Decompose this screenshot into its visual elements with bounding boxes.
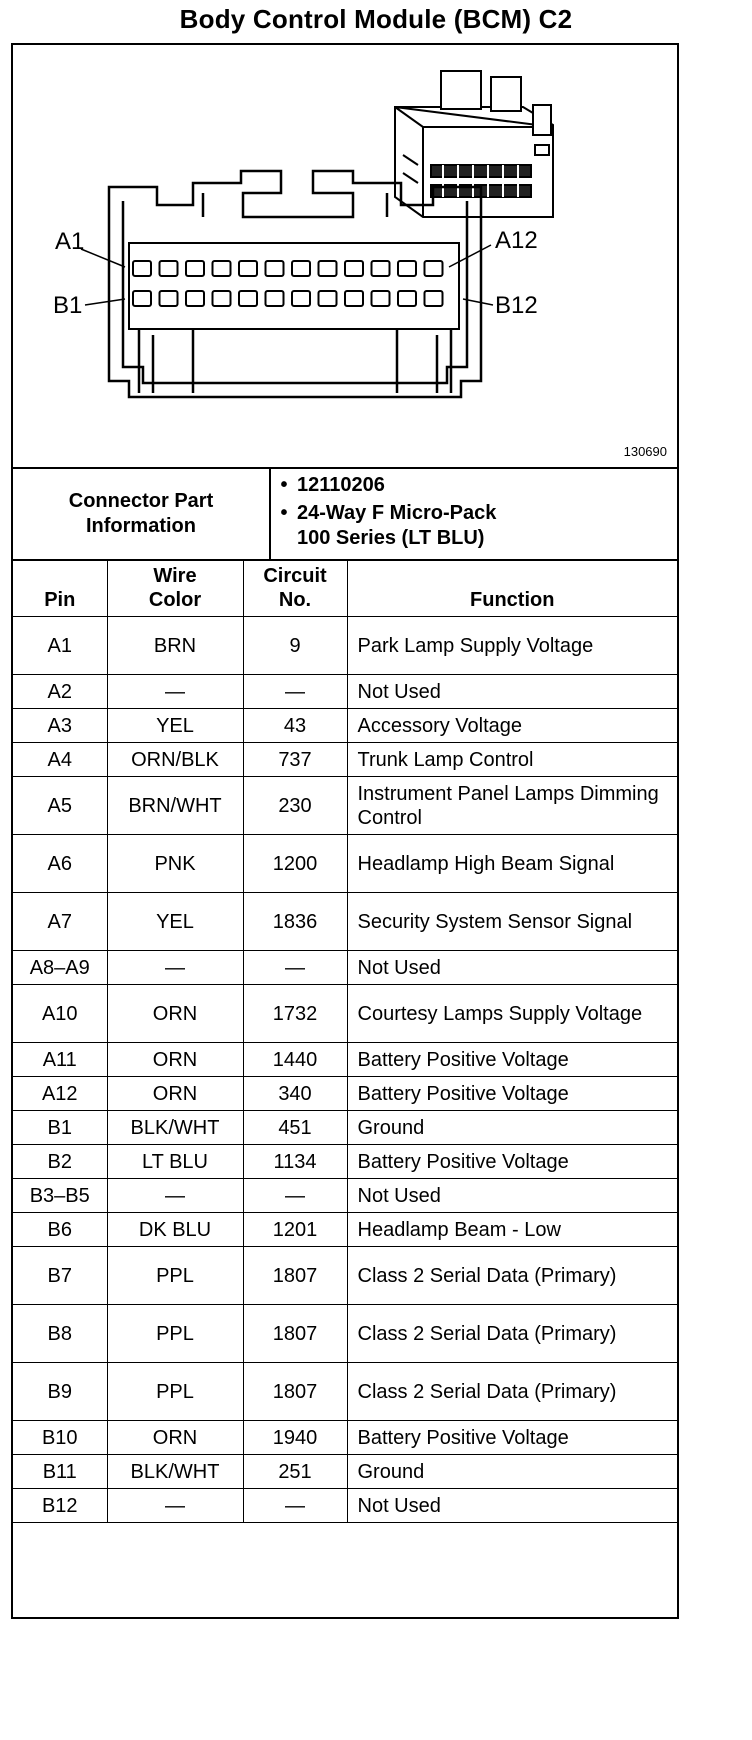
table-row — [13, 951, 677, 985]
table-row — [13, 1043, 677, 1077]
table-row — [13, 1363, 677, 1421]
cell-function: Ground — [347, 1111, 677, 1145]
cell-pin: A12 — [13, 1077, 107, 1111]
cell-wire-color: BRN — [107, 617, 243, 675]
pin-cavity — [398, 261, 416, 276]
cell-pin: A6 — [13, 835, 107, 893]
cell-function: Class 2 Serial Data (Primary) — [347, 1305, 677, 1363]
header-function: Function — [347, 560, 677, 617]
pin-cavity — [292, 291, 310, 306]
cell-circuit: 251 — [243, 1455, 347, 1489]
table-row — [13, 617, 677, 675]
figure-number: 130690 — [623, 444, 667, 459]
cell-circuit: 1807 — [243, 1305, 347, 1363]
cell-pin: A10 — [13, 985, 107, 1043]
pinout-rows — [13, 617, 677, 1523]
cell-wire-color: — — [107, 951, 243, 985]
table-row — [13, 893, 677, 951]
cell-wire-color: PNK — [107, 835, 243, 893]
connector-part-info — [13, 469, 677, 561]
pin-cavity — [319, 291, 337, 306]
cell-pin: A8–A9 — [13, 951, 107, 985]
table-row — [13, 1213, 677, 1247]
cell-function: Courtesy Lamps Supply Voltage — [347, 985, 677, 1043]
cell-function: Headlamp Beam - Low — [347, 1213, 677, 1247]
cell-pin: A3 — [13, 709, 107, 743]
cell-wire-color: — — [107, 1489, 243, 1523]
part-info-item — [271, 473, 671, 498]
cell-wire-color: ORN — [107, 1043, 243, 1077]
connector-sheet — [11, 43, 679, 1619]
cell-wire-color: PPL — [107, 1247, 243, 1305]
table-row — [13, 1111, 677, 1145]
cell-function: Ground — [347, 1455, 677, 1489]
cell-wire-color: PPL — [107, 1305, 243, 1363]
pin-cavity — [213, 291, 231, 306]
header-wire-color: Wire Color — [107, 560, 243, 617]
cell-circuit: 1807 — [243, 1247, 347, 1305]
cell-wire-color: YEL — [107, 709, 243, 743]
cell-wire-color: ORN/BLK — [107, 743, 243, 777]
cell-circuit: — — [243, 951, 347, 985]
cell-wire-color: DK BLU — [107, 1213, 243, 1247]
connector-3d-view — [395, 71, 553, 217]
pin-cavity — [345, 291, 363, 306]
cell-circuit: 9 — [243, 617, 347, 675]
cell-circuit: 1134 — [243, 1145, 347, 1179]
cell-pin: B3–B5 — [13, 1179, 107, 1213]
cell-circuit: 1807 — [243, 1363, 347, 1421]
connector-description: 24-Way F Micro-Pack 100 Series (LT BLU) — [297, 502, 497, 549]
cell-pin: A4 — [13, 743, 107, 777]
cell-wire-color: BLK/WHT — [107, 1111, 243, 1145]
connector-face-view — [109, 171, 481, 397]
table-row — [13, 985, 677, 1043]
header-pin: Pin — [13, 560, 107, 617]
cell-circuit: 451 — [243, 1111, 347, 1145]
cell-function: Not Used — [347, 1179, 677, 1213]
cell-function: Not Used — [347, 675, 677, 709]
cell-pin: B7 — [13, 1247, 107, 1305]
part-info-label: Connector Part Information — [13, 469, 271, 559]
cell-wire-color: ORN — [107, 1077, 243, 1111]
cell-circuit: 1732 — [243, 985, 347, 1043]
cell-function: Class 2 Serial Data (Primary) — [347, 1247, 677, 1305]
pinout-table — [13, 559, 677, 1523]
cell-pin: A1 — [13, 617, 107, 675]
part-info-values — [271, 473, 671, 554]
table-row — [13, 743, 677, 777]
cell-wire-color: BLK/WHT — [107, 1455, 243, 1489]
cell-pin: B8 — [13, 1305, 107, 1363]
pin-cavity — [425, 291, 443, 306]
table-row — [13, 1305, 677, 1363]
cell-circuit: — — [243, 675, 347, 709]
cell-wire-color: BRN/WHT — [107, 777, 243, 835]
cell-circuit: 1440 — [243, 1043, 347, 1077]
cell-circuit: 737 — [243, 743, 347, 777]
cell-circuit: 1836 — [243, 893, 347, 951]
cell-circuit: 340 — [243, 1077, 347, 1111]
table-row — [13, 675, 677, 709]
pin-cavity — [345, 261, 363, 276]
cell-pin: A2 — [13, 675, 107, 709]
cell-function: Not Used — [347, 951, 677, 985]
pin-cavity — [319, 261, 337, 276]
cell-function: Accessory Voltage — [347, 709, 677, 743]
pin-cavity — [266, 261, 284, 276]
pin-cavity — [266, 291, 284, 306]
pin-cavity — [372, 291, 390, 306]
connector-diagram — [13, 45, 677, 469]
cell-wire-color: — — [107, 1179, 243, 1213]
pin-cavity — [425, 261, 443, 276]
cell-pin: B9 — [13, 1363, 107, 1421]
table-row — [13, 835, 677, 893]
pin-cavity — [239, 261, 257, 276]
part-info-item — [271, 501, 671, 551]
cell-function: Battery Positive Voltage — [347, 1145, 677, 1179]
cell-pin: B12 — [13, 1489, 107, 1523]
cell-function: Not Used — [347, 1489, 677, 1523]
table-row — [13, 1077, 677, 1111]
cell-wire-color: — — [107, 675, 243, 709]
bullet-icon: • — [280, 474, 288, 496]
cell-function: Security System Sensor Signal — [347, 893, 677, 951]
cell-wire-color: ORN — [107, 1421, 243, 1455]
pin-cavity — [133, 261, 151, 276]
cell-pin: B6 — [13, 1213, 107, 1247]
table-row — [13, 1455, 677, 1489]
bullet-icon: • — [280, 502, 288, 524]
cell-function: Battery Positive Voltage — [347, 1421, 677, 1455]
table-row — [13, 777, 677, 835]
connector-drawing — [13, 45, 677, 467]
pin-cavities — [133, 261, 443, 306]
label-b12: B12 — [495, 292, 538, 319]
cell-circuit: 43 — [243, 709, 347, 743]
pin-cavity — [160, 291, 178, 306]
label-a12: A12 — [495, 227, 538, 254]
pin-cavity — [372, 261, 390, 276]
cell-pin: B10 — [13, 1421, 107, 1455]
cell-circuit: — — [243, 1179, 347, 1213]
cell-pin: A7 — [13, 893, 107, 951]
cell-pin: A5 — [13, 777, 107, 835]
pin-cavity — [292, 261, 310, 276]
cell-pin: A11 — [13, 1043, 107, 1077]
cell-function: Park Lamp Supply Voltage — [347, 617, 677, 675]
cell-function: Battery Positive Voltage — [347, 1077, 677, 1111]
cell-function: Battery Positive Voltage — [347, 1043, 677, 1077]
table-row — [13, 1247, 677, 1305]
cell-circuit: 1940 — [243, 1421, 347, 1455]
cell-function: Trunk Lamp Control — [347, 743, 677, 777]
table-header-row — [13, 560, 677, 617]
cell-circuit: 1201 — [243, 1213, 347, 1247]
pin-cavity — [213, 261, 231, 276]
part-number: 12110206 — [297, 474, 385, 496]
cell-circuit: 230 — [243, 777, 347, 835]
table-row — [13, 1145, 677, 1179]
cell-function: Instrument Panel Lamps Dimming Control — [347, 777, 677, 835]
cell-wire-color: YEL — [107, 893, 243, 951]
cell-function: Headlamp High Beam Signal — [347, 835, 677, 893]
table-row — [13, 1179, 677, 1213]
label-a1: A1 — [55, 228, 85, 255]
pin-cavity — [239, 291, 257, 306]
header-circuit: Circuit No. — [243, 560, 347, 617]
table-row — [13, 709, 677, 743]
pin-cavity — [186, 291, 204, 306]
pin-cavity — [398, 291, 416, 306]
table-row — [13, 1421, 677, 1455]
cell-circuit: — — [243, 1489, 347, 1523]
pin-cavity — [186, 261, 204, 276]
cell-wire-color: PPL — [107, 1363, 243, 1421]
cell-pin: B1 — [13, 1111, 107, 1145]
cell-circuit: 1200 — [243, 835, 347, 893]
cell-pin: B2 — [13, 1145, 107, 1179]
page-title: Body Control Module (BCM) C2 — [179, 4, 573, 34]
table-row — [13, 1489, 677, 1523]
cell-function: Class 2 Serial Data (Primary) — [347, 1363, 677, 1421]
label-b1: B1 — [53, 292, 83, 319]
pin-cavity — [133, 291, 151, 306]
pin-cavity — [160, 261, 178, 276]
cell-wire-color: ORN — [107, 985, 243, 1043]
cell-pin: B11 — [13, 1455, 107, 1489]
cell-wire-color: LT BLU — [107, 1145, 243, 1179]
